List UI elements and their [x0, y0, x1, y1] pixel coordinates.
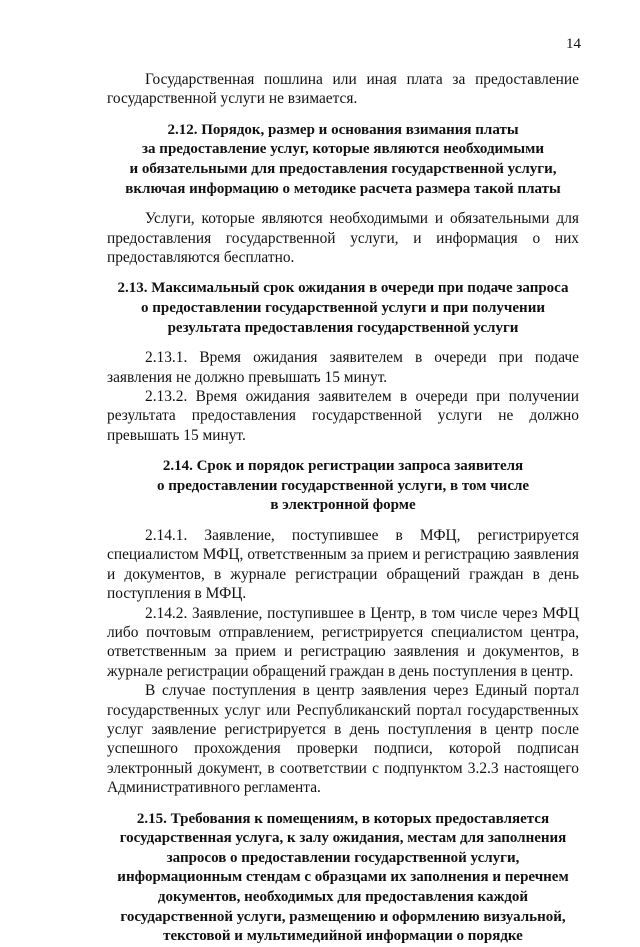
heading-line: о предоставлении государственной услуги, в том числе: [156, 477, 530, 494]
heading-line: информационным стендам с образцами их заполнения и перечнем: [117, 869, 569, 886]
heading-line: 2.15. Требования к помещениям, в которых предоставляется: [136, 810, 550, 827]
paragraph-2-14-1: 2.14.1. Заявление, поступившее в МФЦ, регистрируется специалистом МФЦ, ответственным за прием и регистрацию заявления и документов, в журнале регистрации обращений граждан в день поступления в МФЦ.: [107, 527, 579, 603]
paragraph-2-13-2: 2.13.2. Время ожидания заявителем в очереди при получении результата предоставления государственной услуги не должно превышать 15 минут.: [107, 388, 579, 444]
heading-line: 2.12. Порядок, размер и основания взимания платы: [167, 121, 519, 138]
paragraph-2-14-2: 2.14.2. Заявление, поступившее в Центр, в том числе через МФЦ либо почтовым отправлением, регистрируется специалистом центра, ответственным за прием и регистрацию заявления и документов, в журнале регистрации обращений граждан в день поступления в центр.: [107, 604, 579, 680]
heading-line: государственной услуги, размещению и оформлению визуальной,: [120, 908, 566, 925]
heading-2-12: [107, 121, 579, 199]
heading-2-14: [107, 457, 579, 516]
heading-line: государственная услуга, к залу ожидания, местам для заполнения: [119, 830, 567, 847]
heading-line: документов, необходимых для предоставления каждой: [157, 889, 529, 906]
paragraph-fee: Государственная пошлина или иная плата за предоставление государственной услуги не взимается.: [107, 71, 579, 108]
document-body: [107, 70, 579, 947]
paragraph-2-14-3: В случае поступления в центр заявления через Единый портал государственных услуг или Республиканский портал государственных услуг заявление регистрируется в день поступления в центр после успешного прохождения проверки подписи, которой подписан электронный документ, в соответствии с подпунктом 3.2.3 настоящего Административного регламента.: [107, 682, 579, 797]
heading-line: и обязательными для предоставления государственной услуги,: [129, 161, 557, 177]
page-number: 14: [566, 36, 581, 52]
heading-line: в электронной форме: [270, 497, 416, 514]
paragraph-2-13-1: 2.13.1. Время ожидания заявителем в очереди при подаче заявления не должно превышать 15 минут.: [107, 349, 579, 386]
heading-line: о предоставлении государственной услуги и при получении: [141, 300, 545, 316]
heading-line: 2.14. Срок и порядок регистрации запроса заявителя: [162, 458, 524, 475]
heading-line: включая информацию о методике расчета размера такой платы: [125, 180, 561, 197]
heading-line: запросов о предоставлении государственной услуги,: [166, 849, 520, 866]
paragraph-2-12: Услуги, которые являются необходимыми и обязательными для предоставления государственной услуги, и информация о них предоставляются бесплатно.: [107, 210, 579, 266]
heading-line: 2.13. Максимальный срок ожидания в очереди при подаче запроса: [117, 280, 569, 297]
heading-line: результата предоставления государственной услуги: [167, 319, 519, 336]
heading-2-15: [107, 810, 579, 947]
heading-2-13: [107, 279, 579, 338]
heading-line: за предоставление услуг, которые являются необходимыми: [142, 141, 544, 158]
heading-line: текстовой и мультимедийной информации о порядке: [163, 928, 523, 945]
